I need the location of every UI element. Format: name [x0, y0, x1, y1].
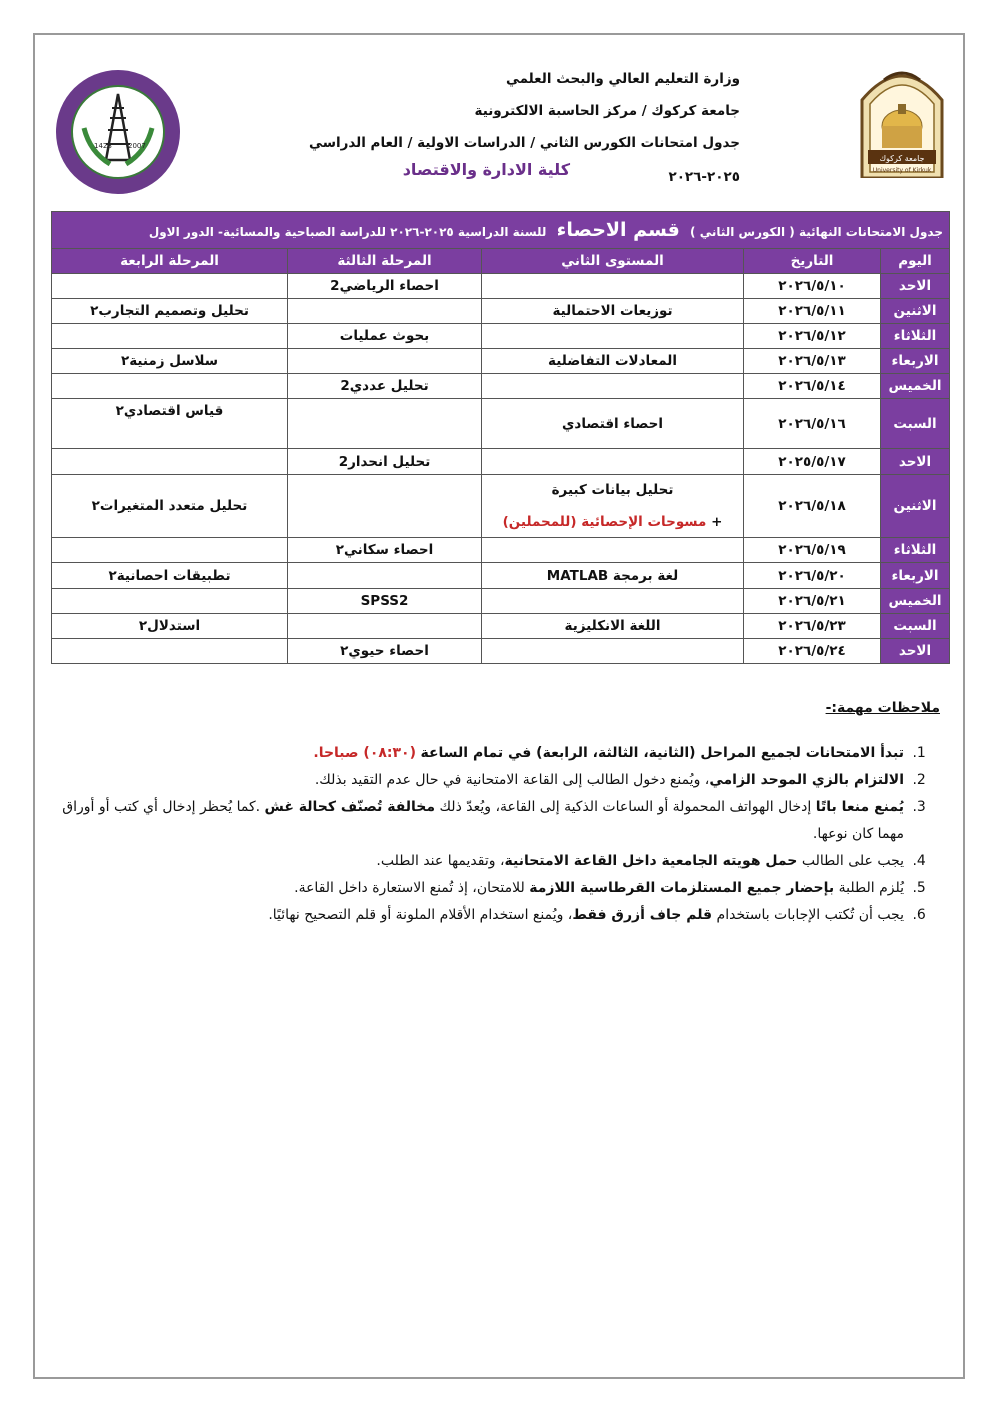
stage3-cell: احصاء حيوي٢	[288, 639, 482, 664]
stage4-cell: استدلال٢	[52, 614, 288, 639]
stage3-cell	[288, 349, 482, 374]
day-cell: الاثنين	[881, 299, 950, 324]
department-name: قسم الاحصاء	[556, 219, 680, 241]
table-row	[52, 475, 950, 538]
stage4-cell	[52, 589, 288, 614]
notes-list	[60, 740, 940, 929]
date-cell: ٢٠٢٦/٥/١٢	[744, 324, 881, 349]
stage3-cell	[288, 299, 482, 324]
stage2-cell	[482, 374, 744, 399]
list-item	[60, 875, 908, 902]
date-cell: ٢٠٢٦/٥/١٦	[744, 399, 881, 449]
day-cell: الخميس	[881, 374, 950, 399]
table-row	[52, 614, 950, 639]
table-row	[52, 563, 950, 589]
note5-text2: للامتحان، إذ تُمنع الاستعارة داخل القاعة.	[294, 880, 525, 896]
note3-bold: يُمنع منعا باتًا	[815, 799, 904, 815]
day-cell: الاربعاء	[881, 349, 950, 374]
schedule-line: جدول امتحانات الكورس الثاني / الدراسات الاولية / العام الدراسي ٢٠٢٥-٢٠٢٦	[309, 135, 740, 185]
stage3-cell: احصاء سكاني٢	[288, 538, 482, 563]
stage3-cell: تحليل انحدار2	[288, 449, 482, 475]
col-header-stage3: المرحلة الثالثة	[288, 249, 482, 274]
date-cell: ٢٠٢٦/٥/٢١	[744, 589, 881, 614]
note6-text2: ، ويُمنع استخدام الأقلام الملونة أو قلم التصحيح نهائيًا.	[268, 907, 573, 923]
table-row	[52, 349, 950, 374]
stage2-cell: احصاء اقتصادي	[482, 399, 744, 449]
logo-right-name: جامعة كركوك	[879, 154, 925, 163]
date-cell: ٢٠٢٦/٥/١٨	[744, 475, 881, 538]
day-cell: الخميس	[881, 589, 950, 614]
note4-bold: حمل هويته الجامعية داخل القاعة الامتحانية	[504, 853, 798, 869]
day-cell: السبت	[881, 399, 950, 449]
date-cell: ٢٠٢٦/٥/٢٠	[744, 563, 881, 589]
date-cell: ٢٠٢٦/٥/٢٣	[744, 614, 881, 639]
table-title	[52, 212, 950, 249]
logo-left-year-a: 1428	[94, 142, 112, 150]
stage4-cell	[52, 639, 288, 664]
list-item	[60, 902, 908, 929]
list-item	[60, 767, 908, 794]
table-row	[52, 374, 950, 399]
exam-schedule-table	[51, 211, 950, 664]
stage4-cell	[52, 374, 288, 399]
table-title-row	[52, 212, 950, 249]
stage3-cell	[288, 614, 482, 639]
day-cell: الاحد	[881, 449, 950, 475]
stage2-cell	[482, 589, 744, 614]
college-name: كلية الادارة والاقتصاد	[402, 160, 570, 179]
stage4-cell: سلاسل زمنية٢	[52, 349, 288, 374]
stage3-cell: SPSS2	[288, 589, 482, 614]
day-cell: الاحد	[881, 639, 950, 664]
stage3-cell	[288, 399, 482, 449]
table-row	[52, 589, 950, 614]
table-title-prefix: جدول الامتحانات النهائية ( الكورس الثاني )	[690, 225, 944, 239]
table-row	[52, 274, 950, 299]
date-cell: ٢٠٢٦/٥/١٣	[744, 349, 881, 374]
table-header-row	[52, 249, 950, 274]
stage3-cell: تحليل عددي2	[288, 374, 482, 399]
stage2-cell	[482, 324, 744, 349]
table-row	[52, 399, 950, 449]
list-item	[60, 848, 908, 875]
logo-left-year-b: 2007	[128, 142, 146, 150]
stage4-cell	[52, 274, 288, 299]
day-cell: الثلاثاء	[881, 324, 950, 349]
stage2-course: تحليل بيانات كبيرة	[551, 482, 674, 498]
stage4-cell	[52, 538, 288, 563]
day-cell: السبت	[881, 614, 950, 639]
stage3-cell	[288, 475, 482, 538]
table-row	[52, 538, 950, 563]
note6-text: يجب أن تُكتب الإجابات باستخدام	[716, 907, 904, 923]
list-item	[60, 794, 908, 848]
table-row	[52, 449, 950, 475]
stage4-cell: قياس اقتصادي٢	[52, 399, 288, 449]
note5-text: يُلزم الطلبة	[838, 880, 904, 896]
table-row	[52, 299, 950, 324]
table-title-suffix: للسنة الدراسية ٢٠٢٥-٢٠٢٦ للدراسة الصباحية والمسائية- الدور الاول	[148, 225, 547, 239]
list-item	[60, 740, 908, 767]
col-header-day: اليوم	[881, 249, 950, 274]
date-cell: ٢٠٢٦/٥/١٠	[744, 274, 881, 299]
date-cell: ٢٠٢٦/٥/١١	[744, 299, 881, 324]
page-header	[260, 62, 740, 185]
logo-right-subtitle: University of Kirkuk	[872, 167, 932, 174]
note2-bold: الالتزام بالزي الموحد الزامي	[709, 772, 904, 788]
table-row	[52, 639, 950, 664]
stage4-cell: تحليل وتصميم التجارب٢	[52, 299, 288, 324]
day-cell: الاثنين	[881, 475, 950, 538]
notes-section	[60, 700, 940, 929]
stage2-cell: المعادلات التفاضلية	[482, 349, 744, 374]
note4-text2: ، وتقديمها عند الطلب.	[376, 853, 505, 869]
date-cell: ٢٠٢٦/٥/١٩	[744, 538, 881, 563]
day-cell: الاحد	[881, 274, 950, 299]
stage4-cell	[52, 449, 288, 475]
note3-text2: .كما يُحظر إدخال أي كتب أو أوراق مهما كان نوعها.	[62, 799, 904, 842]
stage2-cell	[482, 475, 744, 538]
note4-text: يجب على الطالب	[801, 853, 904, 869]
note5-bold: بإحضار جميع المستلزمات القرطاسية اللازمة	[529, 880, 835, 896]
stage2-cell	[482, 274, 744, 299]
note1-time: (٠٨:٣٠) صباحا.	[313, 745, 416, 761]
note2-text: ، ويُمنع دخول الطالب إلى القاعة الامتحانية في حال عدم التقيد بذلك.	[314, 772, 710, 788]
stage2-course-red: مسوحات الإحصائية (للمحملين)	[502, 514, 707, 530]
stage2-cell	[482, 639, 744, 664]
date-cell: ٢٠٢٥/٥/١٧	[744, 449, 881, 475]
stage2-cell: اللغة الانكليزية	[482, 614, 744, 639]
university-of-kirkuk-logo	[856, 60, 948, 178]
col-header-date: التاريخ	[744, 249, 881, 274]
note6-bold: قلم جاف أزرق فقط	[572, 907, 713, 923]
notes-title: ملاحظات مهمة:-	[825, 700, 940, 716]
col-header-stage2: المستوى الثاني	[482, 249, 744, 274]
stage3-cell	[288, 563, 482, 589]
university-line: جامعة كركوك / مركز الحاسبة الالكترونية	[474, 103, 740, 119]
day-cell: الثلاثاء	[881, 538, 950, 563]
college-logo	[54, 68, 182, 196]
stage2-cell: لغة برمجة MATLAB	[482, 563, 744, 589]
stage2-course-extra	[488, 511, 737, 533]
date-cell: ٢٠٢٦/٥/١٤	[744, 374, 881, 399]
stage2-cell	[482, 538, 744, 563]
stage2-cell: توزيعات الاحتمالية	[482, 299, 744, 324]
date-cell: ٢٠٢٦/٥/٢٤	[744, 639, 881, 664]
ministry-line: وزارة التعليم العالي والبحث العلمي	[505, 71, 740, 87]
day-cell: الاربعاء	[881, 563, 950, 589]
note3-bold2: مخالفة تُصنّف كحالة غش	[264, 799, 436, 815]
stage4-cell: تحليل متعدد المتغيرات٢	[52, 475, 288, 538]
col-header-stage4: المرحلة الرابعة	[52, 249, 288, 274]
stage3-cell: بحوث عمليات	[288, 324, 482, 349]
note3-text: إدخال الهواتف المحمولة أو الساعات الذكية إلى القاعة، ويُعدّ ذلك	[439, 799, 812, 815]
plus-sign: +	[711, 514, 723, 530]
note1-text: تبدأ الامتحانات لجميع المراحل (الثانية، الثالثة، الرابعة) في تمام الساعة	[420, 745, 904, 761]
stage3-cell: احصاء الرياضي2	[288, 274, 482, 299]
table-row	[52, 324, 950, 349]
stage4-cell	[52, 324, 288, 349]
stage4-cell: تطبيقات احصانية٢	[52, 563, 288, 589]
stage2-cell	[482, 449, 744, 475]
